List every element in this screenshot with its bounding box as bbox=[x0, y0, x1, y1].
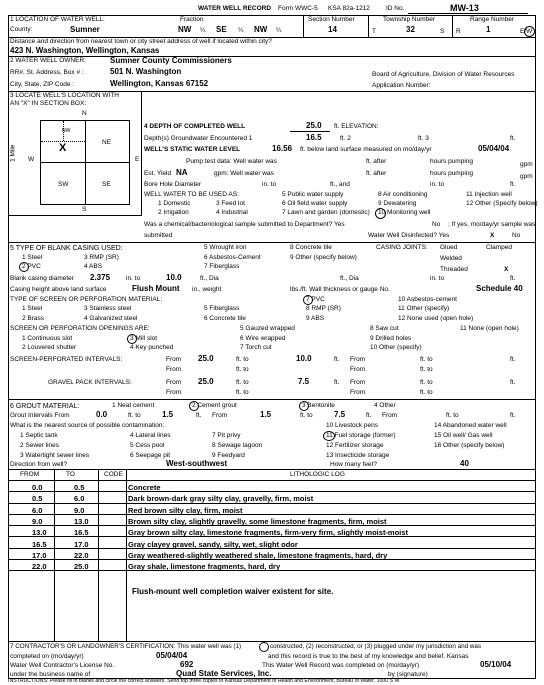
city-value: Wellington, Kansas 67152 bbox=[110, 79, 209, 88]
log-to: 22.0 bbox=[74, 550, 89, 560]
grout-ft-1: ft. bbox=[196, 412, 202, 419]
gravel-to-label: ft. to bbox=[236, 379, 249, 386]
cert-line-1a: 7 CONTRACTOR'S OR LANDOWNER'S CERTIFICATION: This water well was (1) bbox=[10, 643, 242, 650]
county-value: Sumner bbox=[70, 25, 100, 34]
disinfected-label: Water Well Disinfected? Yes bbox=[368, 232, 450, 239]
use-label: WELL WATER TO BE USED AS: bbox=[144, 191, 239, 198]
screen-2: 2 Brass bbox=[22, 315, 45, 322]
log-to: 25.0 bbox=[74, 562, 89, 572]
static-value: 16.56 bbox=[272, 144, 293, 153]
cert-line-2b: and this record is true to the best of my knowledge and belief. Kansas bbox=[268, 653, 469, 660]
log-lithology-header: LITHOLOGIC LOG bbox=[290, 471, 345, 478]
screen-12: 12 None used (open hole) bbox=[398, 315, 474, 322]
height-value: Flush Mount bbox=[132, 284, 180, 293]
grout-to-label-1: ft. to bbox=[128, 412, 141, 419]
casing-9: 9 Other (specify below) bbox=[290, 254, 357, 261]
perf-to-label: ft. to bbox=[236, 356, 249, 363]
grout-to-label-3: ft. to bbox=[446, 412, 459, 419]
contam-2: 2 Sewer lines bbox=[20, 442, 60, 449]
cert-record-date: 05/10/04 bbox=[480, 660, 512, 669]
range-value: 1 bbox=[486, 25, 491, 34]
screen-11: 11 Other (specify) bbox=[398, 305, 450, 312]
screen-1: 1 Steel bbox=[22, 305, 43, 312]
opening-10: 10 Other (specify) bbox=[370, 344, 422, 351]
use-4: 4 Industrial bbox=[216, 209, 248, 216]
fraction-1: NW bbox=[178, 25, 192, 34]
city-label: City, State, ZIP Code : bbox=[10, 81, 75, 88]
log-row bbox=[8, 560, 536, 571]
ew-circle bbox=[524, 26, 535, 37]
schedule-value: Schedule 40 bbox=[476, 284, 523, 293]
section-number-value: 14 bbox=[328, 25, 337, 34]
log-to: 17.0 bbox=[74, 539, 89, 549]
ne-label: NE bbox=[102, 139, 112, 146]
perf-from-label-3: From bbox=[166, 366, 182, 373]
cert-line-3b: This Water Well Record was completed on (mo/day/yr) bbox=[262, 662, 420, 669]
disinfected-no: No bbox=[512, 232, 521, 239]
log-row bbox=[8, 492, 536, 503]
contam-12: 12 Fertilizer storage bbox=[326, 442, 384, 449]
se-label: SE bbox=[102, 181, 111, 188]
range-r: R bbox=[456, 28, 461, 35]
cert-line-4a: under the business name of bbox=[10, 671, 91, 678]
openings-label: SCREEN OR PERFORATION OPENINGS ARE: bbox=[10, 325, 150, 332]
contam-13: 13 Insecticide storage bbox=[326, 452, 390, 459]
log-to: 0.5 bbox=[74, 483, 85, 492]
street-label: RR#, St. Address, Box # : bbox=[10, 69, 84, 76]
static-date: 05/04/04 bbox=[478, 144, 510, 153]
well-x-mark: X bbox=[59, 142, 67, 154]
county-label: County: bbox=[10, 26, 33, 33]
use-10: 10 Monitoring well bbox=[378, 209, 431, 216]
opening-8: 8 Saw cut bbox=[370, 325, 399, 332]
pump-gpm: gpm bbox=[520, 161, 533, 168]
perf-to-label-2: ft. to bbox=[420, 356, 433, 363]
perf-from-label-2: From bbox=[350, 356, 366, 363]
log-description: Brown silty clay, slightly gravelly, some limestone fragments, firm, moist bbox=[128, 516, 387, 526]
gravel-to-label-3: ft. to bbox=[236, 389, 249, 396]
use-8: 8 Air conditioning bbox=[378, 191, 428, 198]
casing-4: 4 ABS bbox=[84, 263, 103, 270]
grout-to-label-2: ft. to bbox=[300, 412, 313, 419]
township-t: T bbox=[372, 28, 376, 35]
bore-in-to: in. to bbox=[262, 181, 277, 188]
log-description: Concrete bbox=[128, 483, 161, 492]
joints-label: CASING JOINTS: bbox=[376, 244, 428, 251]
use-6: 6 Oil field water supply bbox=[282, 200, 348, 207]
locate-label-1: 3 LOCATE WELL'S LOCATION WITH bbox=[10, 92, 119, 99]
perf-to: 10.0 bbox=[296, 354, 312, 363]
yield-ft-after: ft. after bbox=[366, 170, 387, 177]
joint-clamped: Clamped bbox=[486, 244, 513, 251]
cert-line-2a: completed on (mo/day/yr) bbox=[10, 653, 84, 660]
grout-ft-3: ft. bbox=[510, 412, 516, 419]
chem-question: Was a chemical/bacteriological sample submitted to Department? Yes bbox=[144, 221, 345, 228]
diameter-value: 2.375 bbox=[90, 273, 111, 282]
south-label: S bbox=[82, 206, 87, 213]
groundwater-label: Depth(s) Groundwater Encountered 1 bbox=[144, 135, 253, 142]
pump-ft-after: ft. after bbox=[366, 158, 387, 165]
contam-11: 11 Fuel storage (former) bbox=[326, 432, 396, 439]
casing-2: 2 PVC bbox=[22, 263, 41, 270]
gravel-from: 25.0 bbox=[198, 377, 214, 386]
casing-8: 8 Concrete tile bbox=[290, 244, 332, 251]
direction-value: West-southwest bbox=[166, 459, 228, 468]
screen-7-circle bbox=[303, 295, 313, 305]
use-9: 9 Dewatering bbox=[378, 200, 417, 207]
cert-business: Quad State Services, Inc. bbox=[176, 669, 272, 678]
screen-9: 9 ABS bbox=[306, 315, 325, 322]
depth-value: 25.0 bbox=[306, 121, 322, 130]
log-row bbox=[8, 549, 536, 560]
casing-section-label: 5 TYPE OF BLANK CASING USED: bbox=[10, 245, 123, 252]
log-to: 6.0 bbox=[74, 494, 85, 504]
screen-10: 10 Asbestos-cement bbox=[398, 296, 457, 303]
bore-ft: ft. bbox=[510, 181, 516, 188]
east-label: E bbox=[135, 156, 140, 163]
contam-15: 15 Oil well/ Gas well bbox=[434, 432, 493, 439]
contam-8: 8 Sewage lagoon bbox=[212, 442, 263, 449]
contam-4: 4 Lateral lines bbox=[130, 432, 171, 439]
casing-5: 5 Wrought iron bbox=[204, 244, 247, 251]
cert-completed: 05/04/04 bbox=[156, 651, 188, 660]
log-description: Dark brown-dark gray silty clay, gravelly, firm, moist bbox=[128, 494, 314, 504]
log-row bbox=[8, 526, 536, 537]
opening-6: 6 Wire wrapped bbox=[240, 335, 286, 342]
perf-from-label-4: From bbox=[350, 366, 366, 373]
log-to-header: TO bbox=[66, 471, 75, 478]
grout-ft-2: ft. bbox=[366, 412, 372, 419]
id-label: ID No. bbox=[386, 5, 405, 12]
township-s: S bbox=[440, 28, 445, 35]
gravel-label: GRAVEL PACK INTERVALS: bbox=[48, 379, 132, 386]
distance-label: Distance and direction from nearest town or city street address of well if located within city? bbox=[10, 38, 272, 45]
grout-intervals-label: Grout Intervals From bbox=[10, 412, 70, 419]
contam-10: 10 Livestock pens bbox=[326, 422, 379, 429]
contam-1: 1 Septic tank bbox=[20, 432, 58, 439]
yield-label: Est. Yield bbox=[144, 170, 172, 177]
diameter-rest-2: ft., Dia bbox=[340, 275, 359, 282]
contam-14: 14 Abandoned water well bbox=[434, 422, 507, 429]
screen-4: 4 Galvanized steel bbox=[84, 315, 138, 322]
fraction-label: Fraction bbox=[180, 16, 204, 23]
joint-threaded-x: X bbox=[504, 266, 509, 273]
log-to: 16.5 bbox=[74, 528, 89, 538]
bore-in-to-2: in. to bbox=[430, 181, 445, 188]
grout-2: 2 Cement grout bbox=[192, 402, 237, 409]
screen-7: 7 PVC bbox=[306, 296, 325, 303]
perf-from-label: From bbox=[166, 356, 182, 363]
gravel-from-label-4: From bbox=[350, 389, 366, 396]
casing-1: 1 Steel bbox=[22, 254, 43, 261]
bore-label: Bore Hole Diameter bbox=[144, 181, 202, 188]
north-label: N bbox=[82, 110, 87, 117]
casing-3: 3 RMP (SR) bbox=[84, 254, 119, 261]
gravel-to: 7.5 bbox=[298, 377, 310, 386]
perf-from: 25.0 bbox=[198, 354, 214, 363]
grout-from-label-2: From bbox=[212, 412, 228, 419]
cert-license: 692 bbox=[180, 660, 194, 669]
range-label: Range Number bbox=[470, 16, 515, 23]
contam-5: 5 Cess pool bbox=[130, 442, 165, 449]
opening-3: 3 Mill slot bbox=[130, 335, 158, 342]
use-5: 5 Public water supply bbox=[282, 191, 344, 198]
contam-9: 9 Feedyard bbox=[212, 452, 245, 459]
log-from: 22.0 bbox=[32, 562, 47, 572]
gravel-from-label-2: From bbox=[350, 379, 366, 386]
locate-label-2: AN "X" IN SECTION BOX: bbox=[10, 100, 87, 107]
use-11: 11 Injection well bbox=[466, 191, 512, 198]
opening-11: 11 None (open hole) bbox=[460, 325, 519, 332]
grout-from-1: 0.0 bbox=[96, 410, 108, 419]
groundwater-1: 16.5 bbox=[306, 133, 322, 142]
yield-hours: hours pumping bbox=[430, 170, 473, 177]
gravel-ft: ft. bbox=[334, 379, 340, 386]
opening-9: 9 Drilled holes bbox=[370, 335, 412, 342]
gravel-ft-2: ft. bbox=[510, 379, 516, 386]
pump-hours: hours pumping bbox=[430, 158, 473, 165]
yield-value: NA bbox=[176, 168, 188, 177]
township-value: 32 bbox=[406, 25, 415, 34]
owner-section-label: 2 WATER WELL OWNER: bbox=[10, 57, 86, 64]
west-label: W bbox=[28, 156, 35, 163]
pump-label: Pump test data: Well water was bbox=[186, 158, 277, 165]
grout-3: 3 Bentonite bbox=[302, 402, 335, 409]
yield-gpm-2: gpm bbox=[520, 173, 533, 180]
distance-value: 423 N. Washington, Wellington, Kansas bbox=[10, 46, 160, 55]
log-from: 9.0 bbox=[32, 516, 43, 526]
depth-label: 4 DEPTH OF COMPLETED WELL bbox=[144, 123, 246, 130]
use-7: 7 Lawn and garden (domestic) bbox=[282, 209, 370, 216]
use-3: 3 Feed lot bbox=[216, 200, 245, 207]
screen-8: 8 RMP (SR) bbox=[306, 305, 341, 312]
direction-label: Direction from well? bbox=[10, 461, 68, 468]
log-from: 0.0 bbox=[32, 483, 43, 492]
static-rest: ft. below land surface measured on mo/day/yr bbox=[300, 146, 432, 153]
grout-1: 1 Neat cement bbox=[112, 402, 155, 409]
log-note: Flush-mount well completion waiver existent for site. bbox=[132, 587, 334, 596]
joint-welded: Welded bbox=[440, 255, 462, 262]
gw-3-label: ft. 3 bbox=[418, 135, 429, 142]
chem-no: No bbox=[432, 221, 441, 228]
sw-label: SW bbox=[58, 181, 69, 188]
use-10-circle bbox=[375, 208, 386, 219]
form-frame bbox=[8, 15, 536, 679]
bore-ft-and: ft., and bbox=[330, 181, 350, 188]
grout-section-label: 6 GROUT MATERIAL: bbox=[10, 403, 80, 410]
screen-6: 6 Concrete tile bbox=[204, 315, 246, 322]
grout-2-circle bbox=[189, 401, 199, 411]
contam-7: 7 Pit privy bbox=[212, 432, 241, 439]
log-description: Gray weathered-slightly weathered shale, limestone fragments, hard, dry bbox=[128, 550, 388, 560]
gravel-from-label: From bbox=[166, 379, 182, 386]
instructions-1: INSTRUCTIONS: Please fill in blanks and circle the correct answers. Send top three copies to Kansas Department of Health and Environment, Bureau of Water, 1000 S W bbox=[8, 678, 400, 684]
screen-label: TYPE OF SCREEN OR PERFORATION MATERIAL: bbox=[10, 296, 163, 303]
use-12: 12 Other (Specify below) bbox=[466, 200, 538, 207]
contam-label: What is the nearest source of possible contamination: bbox=[10, 422, 165, 429]
opening-3-circle bbox=[127, 334, 137, 344]
township-label: Township Number bbox=[383, 16, 436, 23]
location-section-label: 1 LOCATION OF WATER WELL: bbox=[10, 16, 105, 23]
perf-ft-2: ft. bbox=[510, 356, 516, 363]
log-code-header: CODE bbox=[104, 471, 123, 478]
form-title: WATER WELL RECORD bbox=[198, 5, 272, 12]
perf-to-label-3: ft. to bbox=[236, 366, 249, 373]
cert-line-1b: constructed, (2) reconstructed, or (3) plugged under my jurisdiction and was bbox=[270, 643, 482, 650]
log-description: Gray clayey gravel, sandy, silty, wet, slight odor bbox=[128, 539, 298, 549]
gw-end: ft. bbox=[510, 135, 516, 142]
fraction-3: NW bbox=[254, 25, 268, 34]
mile-label: 1 Mile bbox=[9, 144, 17, 162]
wall-label: lbs./ft. Wall thickness or gauge No. bbox=[290, 286, 390, 293]
log-description: Gray shale, limestone fragments, hard, dry bbox=[128, 562, 281, 572]
opening-2: 2 Louvered shutter bbox=[22, 344, 77, 351]
range-ew: E/W bbox=[520, 28, 533, 35]
quarter-2: ¼ bbox=[238, 27, 244, 34]
contam-16: 16 Other (specify below) bbox=[434, 442, 505, 449]
grout-3-circle bbox=[299, 401, 309, 411]
cert-1-circle bbox=[259, 642, 269, 652]
diameter-rest: ft., Dia bbox=[200, 275, 219, 282]
opening-5: 5 Gauzed wrapped bbox=[240, 325, 295, 332]
contam-6: 6 Seepage pit bbox=[130, 452, 171, 459]
joint-glued: Glued bbox=[440, 244, 458, 251]
grout-from-label-3: From bbox=[382, 412, 398, 419]
use-1: 1 Domestic bbox=[158, 200, 191, 207]
diameter-ft: ft. bbox=[510, 275, 516, 282]
grout-4: 4 Other bbox=[374, 402, 396, 409]
gw-2-label: ft. 2 bbox=[340, 135, 351, 142]
section-grid bbox=[40, 120, 130, 205]
perf-label: SCREEN-PERFORATED INTERVALS: bbox=[10, 356, 123, 363]
section-number-label: Section Number bbox=[308, 16, 355, 23]
log-row bbox=[8, 515, 536, 526]
screen-5: 5 Fiberglass bbox=[204, 305, 240, 312]
form-number: Form WWC-5 bbox=[278, 5, 318, 12]
street-value: 501 N. Washington bbox=[110, 67, 182, 76]
quarter-3: ¼ bbox=[276, 27, 282, 34]
diameter-label: Blank casing diameter bbox=[10, 275, 74, 282]
owner-name: Sumner County Commissioners bbox=[110, 56, 232, 65]
cert-line-3a: Water Well Contractor's License No. bbox=[10, 662, 115, 669]
elevation-label: ft. ELEVATION: bbox=[334, 123, 379, 130]
casing-7: 7 Fiberglass bbox=[204, 263, 240, 270]
log-to: 9.0 bbox=[74, 505, 85, 515]
gravel-to-label-4: ft. to bbox=[420, 389, 433, 396]
opening-4: 4 Key punched bbox=[130, 344, 174, 351]
height-label: Casing height above land surface bbox=[10, 286, 107, 293]
chem-rest: ; If yes, mo/day/yr sample was bbox=[448, 221, 536, 228]
grout-to-1: 1.5 bbox=[162, 410, 174, 419]
gravel-from-label-3: From bbox=[166, 389, 182, 396]
board-label: Board of Agriculture, Division of Water Resources bbox=[372, 71, 515, 78]
log-from: 13.0 bbox=[32, 528, 47, 538]
id-value: MW-13 bbox=[450, 3, 479, 13]
log-description: Red brown silty clay, firm, moist bbox=[128, 505, 243, 515]
feet-label: How many feet? bbox=[330, 461, 377, 468]
gravel-to-label-2: ft. to bbox=[420, 379, 433, 386]
log-from-header: FROM bbox=[20, 471, 40, 478]
casing-6: 6 Asbestos-Cement bbox=[204, 254, 261, 261]
contam-3: 3 Watertight sewer lines bbox=[20, 452, 90, 459]
log-row bbox=[8, 481, 536, 492]
grout-from-2: 1.5 bbox=[260, 410, 272, 419]
use-2: 2 Irrigation bbox=[158, 209, 189, 216]
static-label: WELL'S STATIC WATER LEVEL bbox=[144, 146, 241, 153]
casing-2-circle bbox=[19, 262, 29, 272]
chem-submitted: submitted bbox=[144, 232, 173, 239]
perf-to-label-4: ft. to bbox=[420, 366, 433, 373]
application-label: Application Number: bbox=[372, 82, 431, 89]
ksa-number: KSA 82a-1212 bbox=[328, 5, 370, 12]
log-row bbox=[8, 538, 536, 549]
log-from: 16.5 bbox=[32, 539, 47, 549]
opening-1: 1 Continuous slot bbox=[22, 335, 73, 342]
log-from: 6.0 bbox=[32, 505, 43, 515]
contam-11-circle bbox=[323, 431, 335, 441]
joint-threaded: Threaded bbox=[440, 266, 468, 273]
disinfected-x: X bbox=[490, 232, 495, 239]
height-in: in., weight bbox=[192, 286, 222, 293]
cert-signature: by (signature) bbox=[388, 671, 428, 678]
grout-to-2: 7.5 bbox=[334, 410, 346, 419]
screen-3: 3 Stainless steel bbox=[84, 305, 132, 312]
log-from: 17.0 bbox=[32, 550, 47, 560]
yield-gpm: gpm: Well water was bbox=[214, 170, 274, 177]
fraction-2: SE bbox=[216, 25, 227, 34]
log-description: Gray brown silty clay, limestone fragments, firm-very firm, slightly moist-moist bbox=[128, 528, 408, 538]
opening-7: 7 Torch cut bbox=[240, 344, 272, 351]
perf-ft: ft. bbox=[334, 356, 340, 363]
log-row bbox=[8, 504, 536, 515]
diameter-to: 10.0 bbox=[166, 273, 182, 282]
nw-label: NW bbox=[62, 128, 71, 134]
feet-value: 40 bbox=[460, 459, 469, 468]
quarter-1: ¼ bbox=[200, 27, 206, 34]
diameter-in-to: in. to bbox=[126, 275, 141, 282]
log-from: 0.5 bbox=[32, 494, 43, 504]
diameter-in-to-3: in. to bbox=[430, 275, 445, 282]
log-to: 13.0 bbox=[74, 516, 89, 526]
